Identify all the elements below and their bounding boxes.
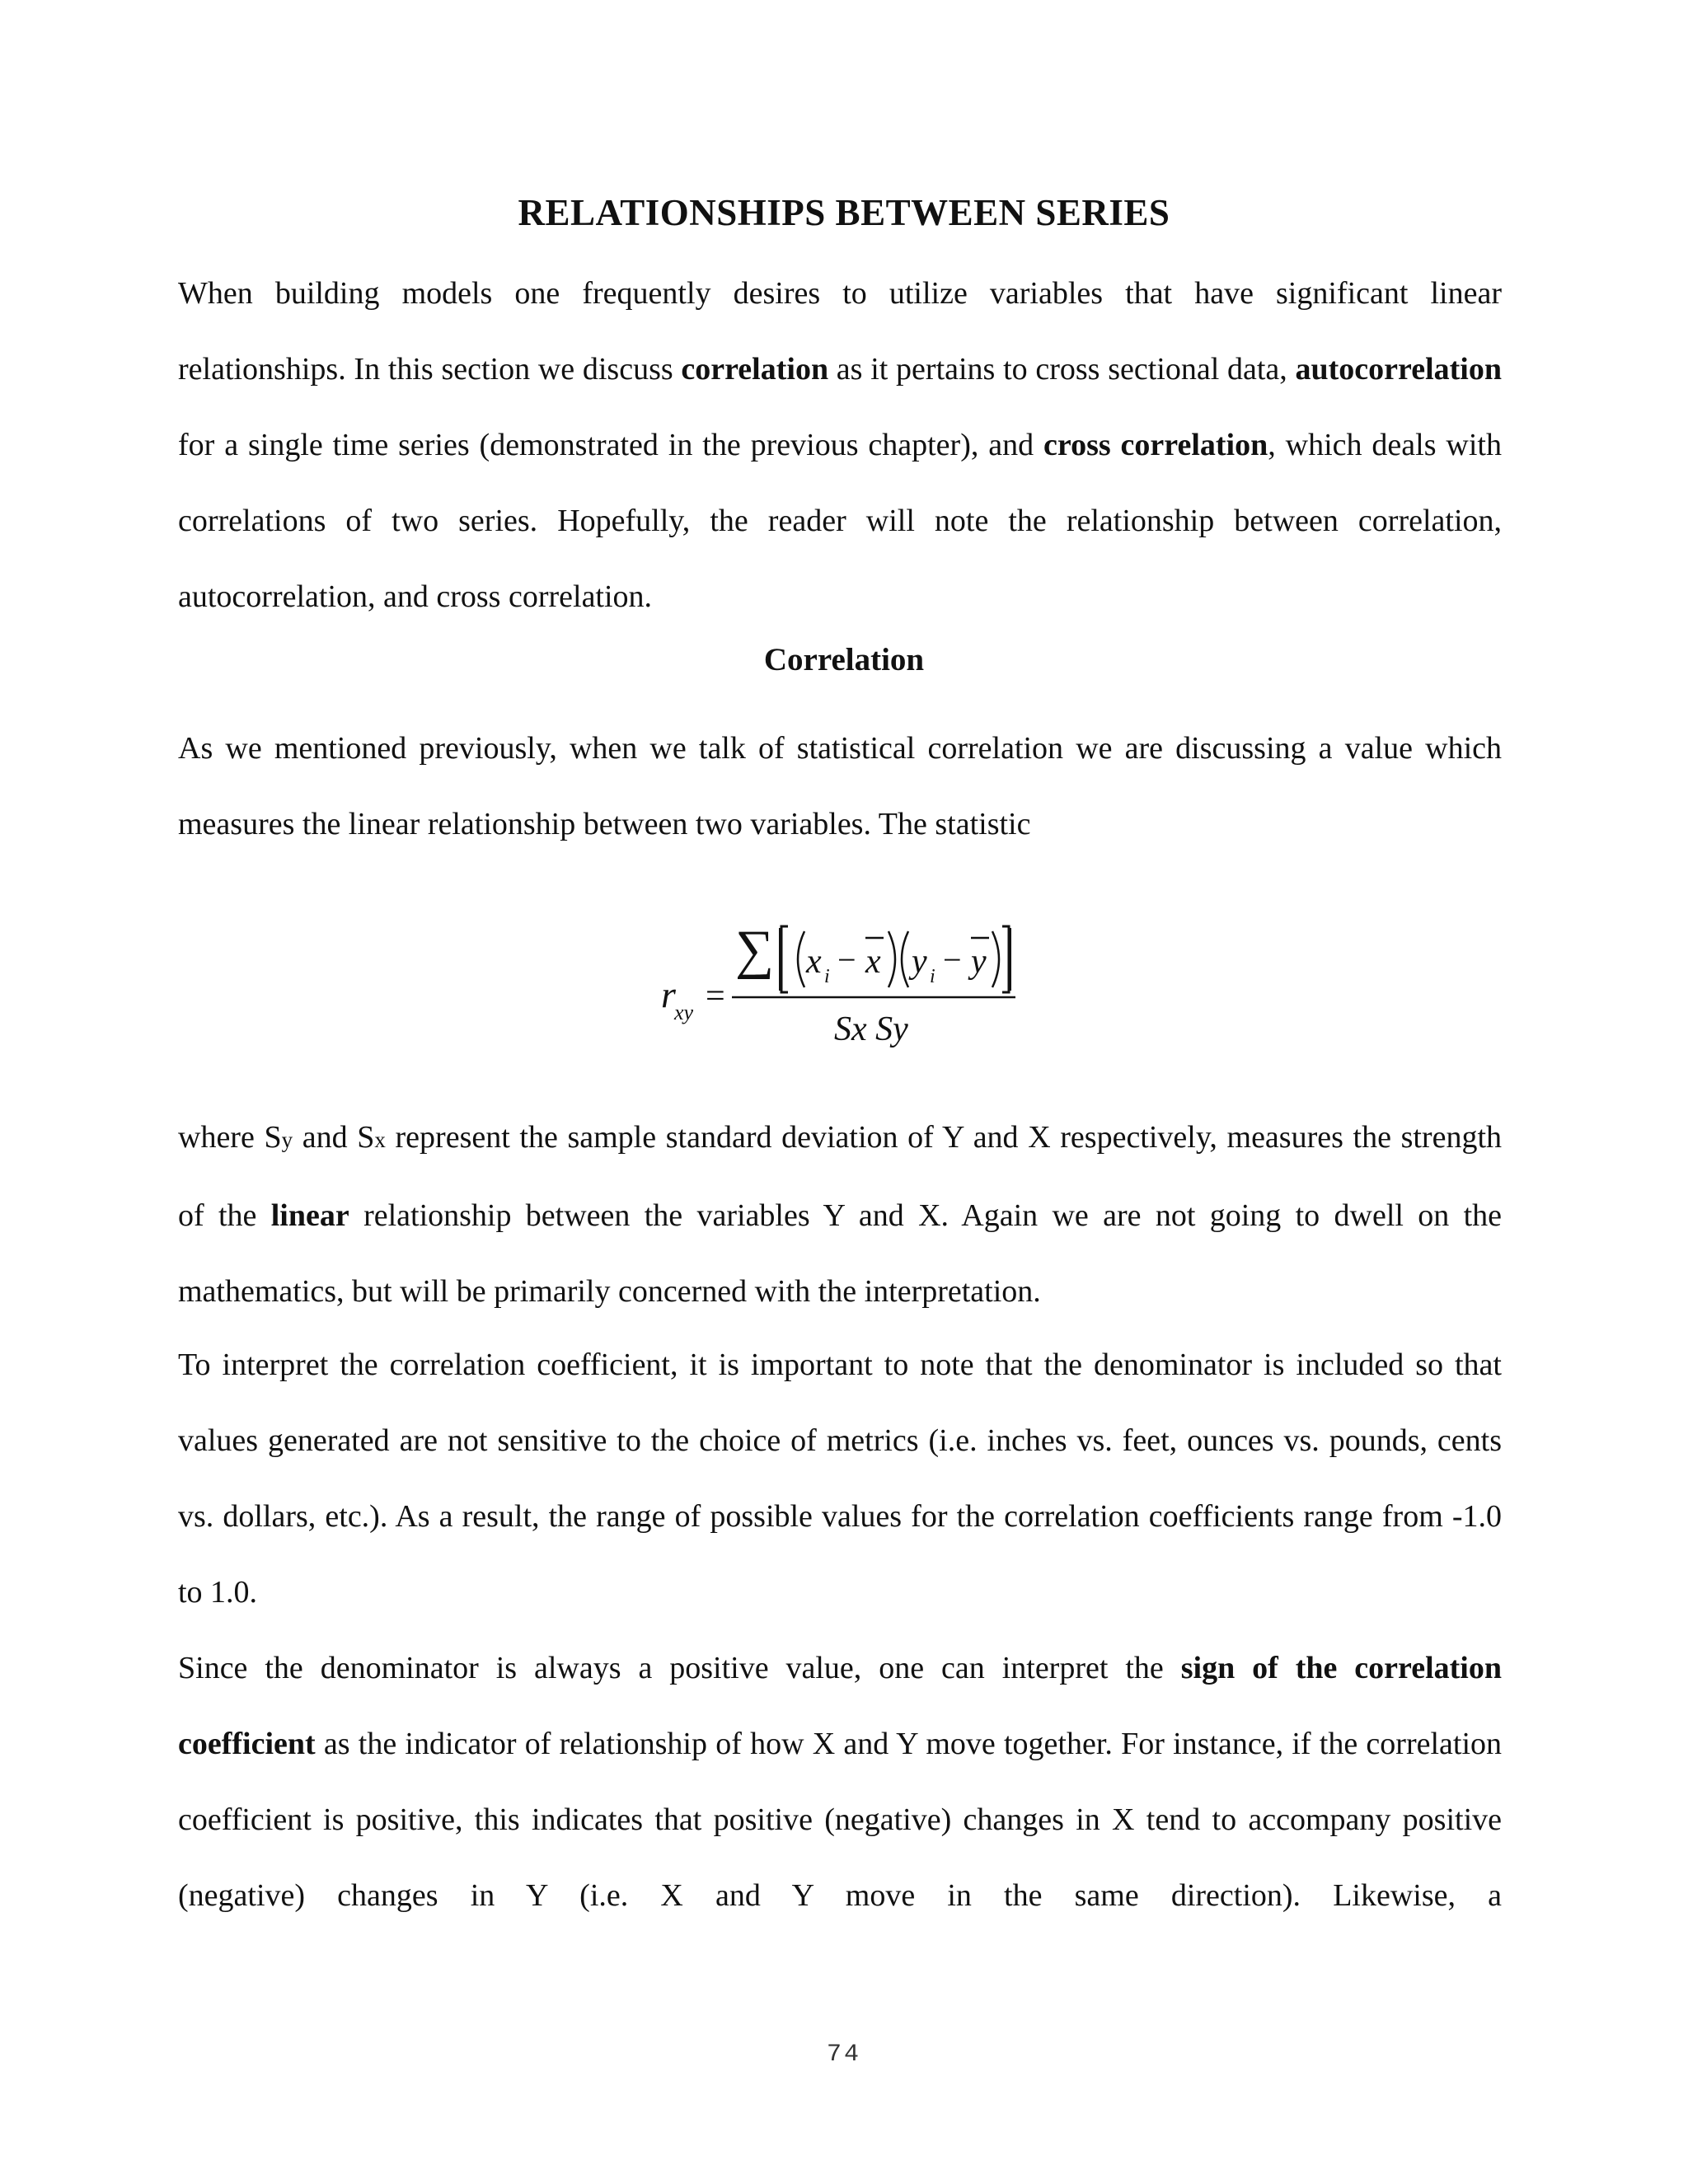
where-subscript-y: y [281, 1127, 293, 1152]
intro-text-4: , which deals with correlations of two series. Hopefully, the reader will note the relationship between correlation, autocorrelation, and cross correlation. [178, 428, 1502, 614]
formula-minus-1: − [837, 941, 856, 978]
sign-text-2: as the indicator of relationship of how X and Y move together. For instance, if the correlation coefficient is positive, this indicates that positive (negative) changes in X tend to accompany positive (negative) changes in Y (i.e. X and Y move in the same direction). Likewise, a [178, 1727, 1502, 1913]
formula-lhs-subscript: xy [674, 1001, 694, 1024]
where-text-1: where S [178, 1120, 282, 1155]
formula-lhs: r [661, 973, 676, 1015]
formula-xi-subscript: i [824, 966, 830, 987]
where-text-3: represent the sample standard deviation of Y and X respectively, measures the strength of the [178, 1120, 1503, 1233]
term-cross-correlation: cross correlation [1043, 428, 1268, 462]
formula-paren-close-2 [992, 931, 999, 987]
intro-text-1: When building models one frequently desires to utilize variables that have significant linear relationships. In this section we discuss [178, 276, 1502, 387]
formula-denominator: Sx Sy [834, 1010, 908, 1048]
term-autocorrelation: autocorrelation [1295, 352, 1502, 387]
formula-yi: y [912, 943, 927, 981]
sign-text-1: Since the denominator is always a positive value, one can interpret the [178, 1651, 1181, 1685]
term-linear: linear [270, 1198, 349, 1233]
term-correlation: correlation [681, 352, 829, 387]
intro-text-3: for a single time series (demonstrated in the previous chapter), and [178, 428, 1044, 462]
section-heading-correlation: Correlation [763, 642, 925, 677]
where-subscript-x: x [374, 1127, 386, 1152]
term-sign-of-correlation: sign of the correlation coefficient [178, 1651, 1502, 1761]
formula-svg [643, 875, 1039, 1057]
sign-paragraph [178, 1630, 1502, 1933]
formula-minus-2: − [943, 941, 962, 978]
formula-ybar: y [971, 943, 987, 981]
formula-sigma: ∑ [735, 920, 775, 980]
where-paragraph [178, 1099, 1502, 1329]
formula-left-bracket [781, 926, 788, 992]
page-number: 74 [826, 2041, 861, 2069]
intro-paragraph [178, 255, 1502, 635]
formula-xbar: x [865, 943, 881, 981]
formula-xi: x [806, 943, 822, 981]
intro-text-2: as it pertains to cross sectional data, [828, 352, 1296, 387]
where-text-2: and S [293, 1120, 375, 1155]
formula-right-bracket [1002, 926, 1009, 992]
formula-paren-open-2 [902, 931, 908, 987]
interpret-paragraph: To interpret the correlation coefficient, it is important to note that the denominator is included so that values generated are not sensitive to the choice of metrics (i.e. inches vs. feet, ounces vs. pounds, cents vs. dollars, etc.). As a result, the range of possible values for the correlation coefficients range from -1.0 to 1.0. [178, 1347, 1502, 1610]
correlation-formula [643, 875, 1039, 1057]
where-text-4: relationship between the variables Y and X. Again we are not going to dwell on the mathematics, but will be primarily concerned with the interpretation. [178, 1198, 1503, 1309]
page-title: RELATIONSHIPS BETWEEN SERIES [518, 192, 1170, 233]
formula-paren-open-1 [798, 931, 804, 987]
formula-equals: = [706, 977, 725, 1015]
formula-paren-close-1 [889, 931, 895, 987]
formula-yi-subscript: i [930, 966, 935, 987]
correlation-paragraph: As we mentioned previously, when we talk of statistical correlation we are discussing a value which measures the linear relationship between two variables. The statistic [178, 731, 1502, 841]
